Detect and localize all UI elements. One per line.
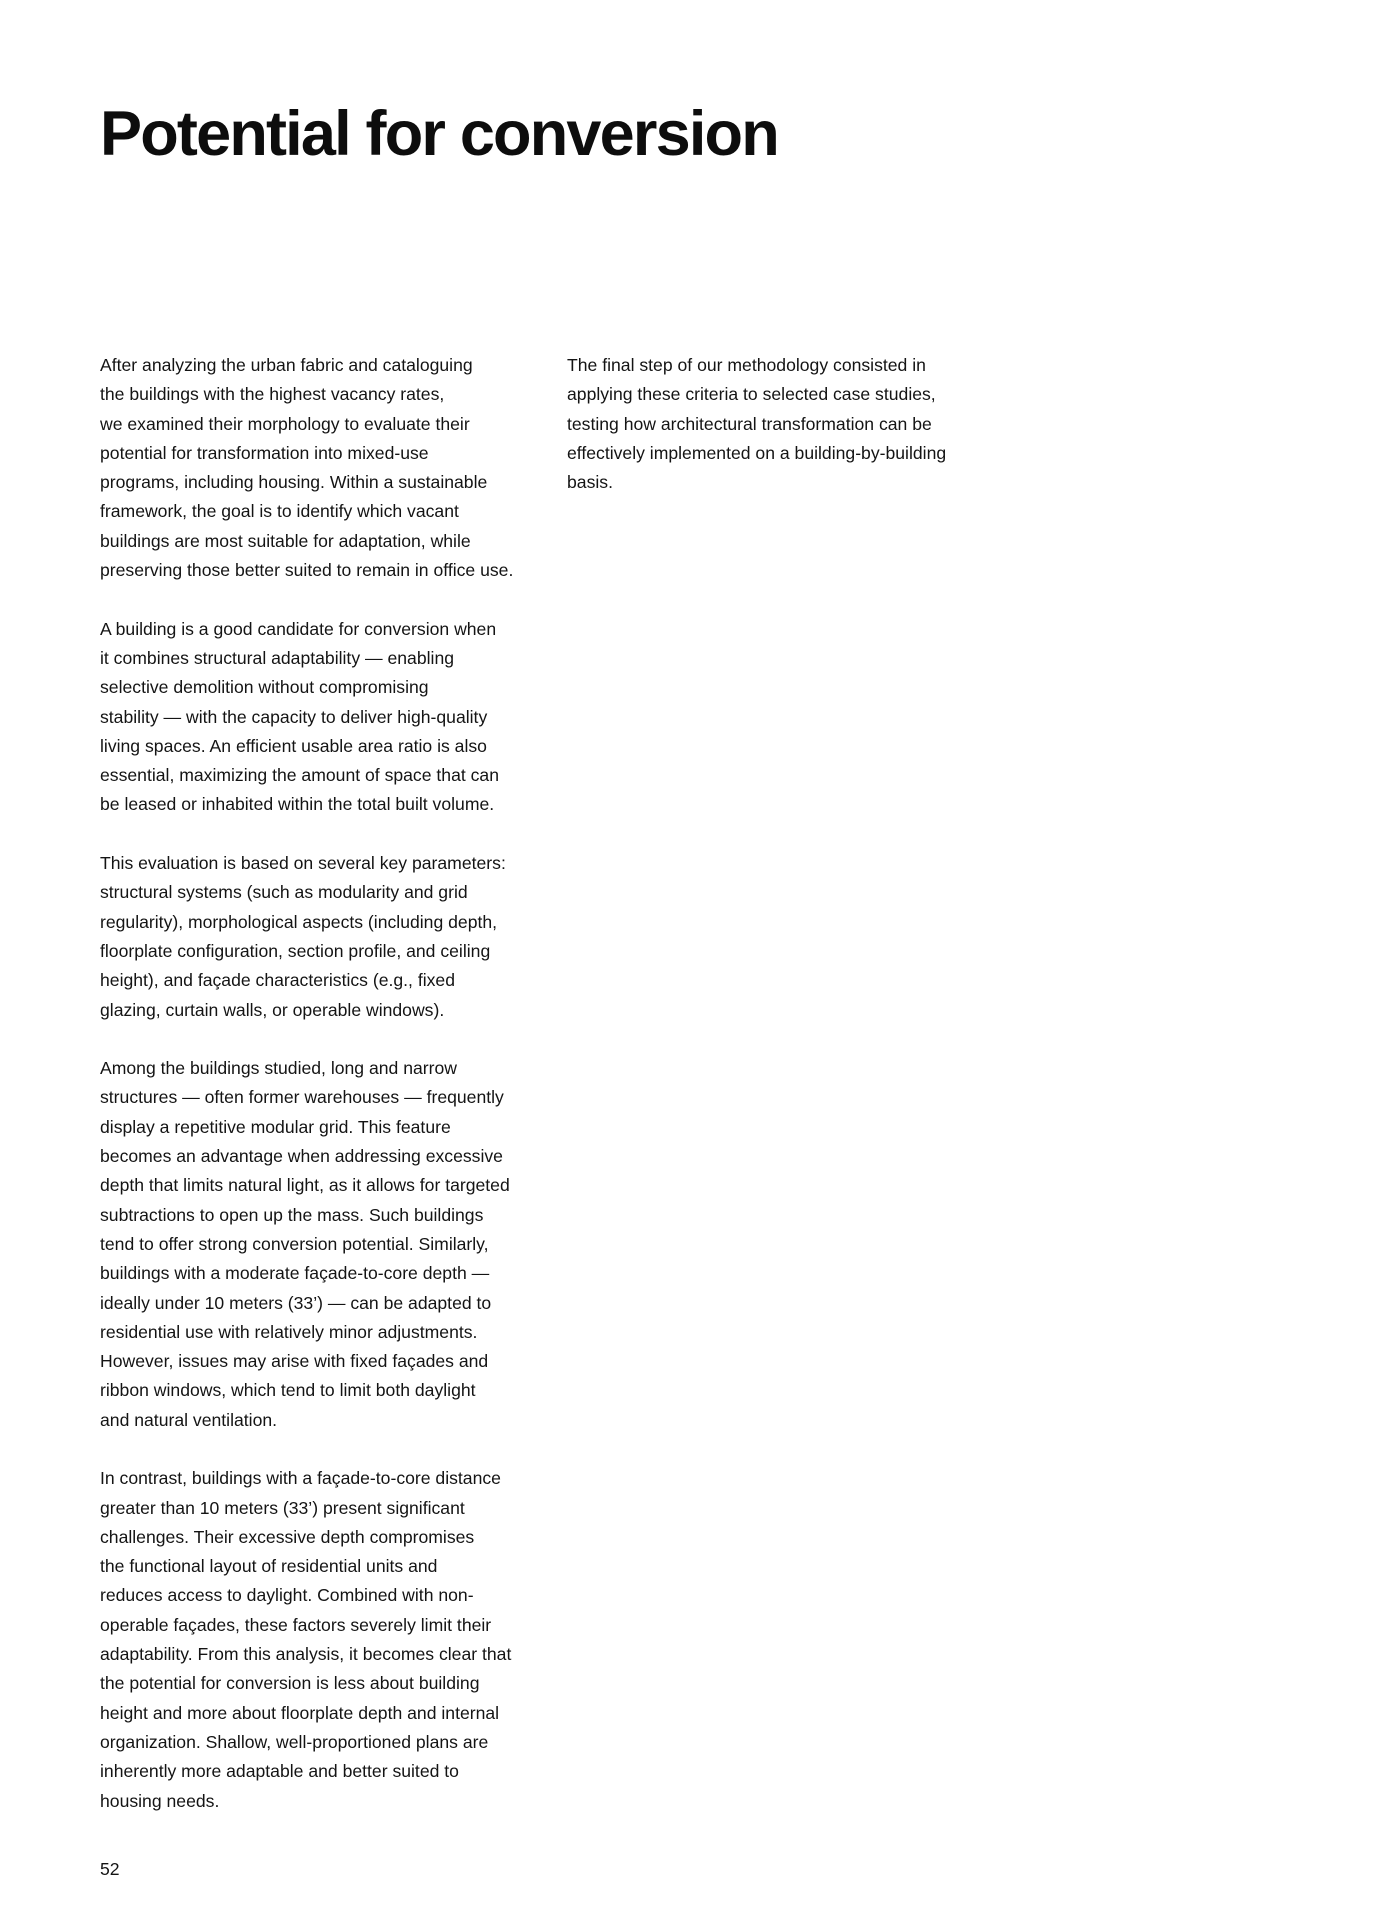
text-line: framework, the goal is to identify which vacant: [100, 501, 459, 522]
paragraph-intro: [100, 351, 532, 585]
paragraph-deep-buildings: [100, 1464, 532, 1816]
text-line: essential, maximizing the amount of space that can: [100, 765, 500, 786]
text-line: regularity), morphological aspects (including depth,: [100, 911, 498, 932]
text-line: ideally under 10 meters (33’) — can be adapted to: [100, 1292, 492, 1313]
text-line: becomes an advantage when addressing excessive: [100, 1146, 503, 1167]
paragraph-evaluation-parameters: [100, 849, 532, 1025]
text-line: A building is a good candidate for conversion when: [100, 618, 497, 639]
text-line: adaptability. From this analysis, it becomes clear that: [100, 1644, 512, 1665]
text-line: tend to offer strong conversion potential. Similarly,: [100, 1233, 489, 1254]
text-line: height and more about floorplate depth and internal: [100, 1702, 500, 1723]
text-line: testing how architectural transformation can be: [567, 413, 932, 434]
text-line: applying these criteria to selected case studies,: [567, 384, 936, 405]
text-line: we examined their morphology to evaluate their: [100, 413, 470, 434]
text-line: structures — often former warehouses — frequently: [100, 1087, 504, 1108]
text-line: ribbon windows, which tend to limit both daylight: [100, 1380, 476, 1401]
text-line: stability — with the capacity to deliver high-quality: [100, 706, 488, 727]
text-line: reduces access to daylight. Combined with non-: [100, 1585, 474, 1606]
text-line: In contrast, buildings with a façade-to-core distance: [100, 1468, 501, 1489]
text-line: display a repetitive modular grid. This feature: [100, 1116, 451, 1137]
text-line: preserving those better suited to remain in office use.: [100, 560, 514, 581]
text-line: greater than 10 meters (33’) present significant: [100, 1497, 465, 1518]
text-line: After analyzing the urban fabric and cataloguing: [100, 355, 473, 375]
text-line: However, issues may arise with fixed façades and: [100, 1351, 489, 1372]
text-line: the functional layout of residential units and: [100, 1556, 438, 1577]
text-line: depth that limits natural light, as it allows for targeted: [100, 1175, 510, 1196]
text-line: be leased or inhabited within the total built volume.: [100, 794, 495, 815]
text-line: potential for transformation into mixed-use: [100, 442, 429, 463]
text-line: glazing, curtain walls, or operable windows).: [100, 999, 445, 1020]
text-line: the buildings with the highest vacancy rates,: [100, 384, 445, 405]
paragraph-final-step: [567, 351, 999, 497]
text-line: The final step of our methodology consisted in: [567, 355, 926, 375]
text-line: basis.: [567, 472, 613, 493]
text-line: residential use with relatively minor adjustments.: [100, 1321, 478, 1342]
text-line: living spaces. An efficient usable area ratio is also: [100, 735, 487, 756]
text-line: structural systems (such as modularity and grid: [100, 882, 468, 903]
body-column-left: [100, 351, 532, 1845]
paragraph-narrow-buildings: [100, 1054, 532, 1435]
text-line: it combines structural adaptability — enabling: [100, 647, 455, 668]
text-line: inherently more adaptable and better suited to: [100, 1761, 459, 1782]
text-line: effectively implemented on a building-by-building: [567, 442, 947, 463]
text-line: height), and façade characteristics (e.g., fixed: [100, 970, 455, 991]
text-line: the potential for conversion is less about building: [100, 1673, 480, 1694]
text-line: and natural ventilation.: [100, 1409, 278, 1430]
text-line: organization. Shallow, well-proportioned plans are: [100, 1731, 489, 1752]
text-line: This evaluation is based on several key parameters:: [100, 853, 506, 874]
page-title: Potential for conversion: [100, 99, 778, 169]
page-number: 52: [100, 1859, 120, 1879]
text-line: buildings with a moderate façade-to-core depth —: [100, 1263, 490, 1284]
text-line: Among the buildings studied, long and narrow: [100, 1058, 457, 1079]
text-line: operable façades, these factors severely limit their: [100, 1614, 492, 1635]
text-line: challenges. Their excessive depth compromises: [100, 1526, 475, 1547]
text-line: subtractions to open up the mass. Such buildings: [100, 1204, 484, 1225]
text-line: floorplate configuration, section profile, and ceiling: [100, 940, 491, 961]
body-column-right: [567, 351, 999, 527]
paragraph-candidate-criteria: [100, 615, 532, 820]
text-line: buildings are most suitable for adaptation, while: [100, 530, 471, 551]
text-line: selective demolition without compromising: [100, 677, 429, 698]
text-line: programs, including housing. Within a sustainable: [100, 472, 488, 493]
text-line: housing needs.: [100, 1790, 220, 1811]
